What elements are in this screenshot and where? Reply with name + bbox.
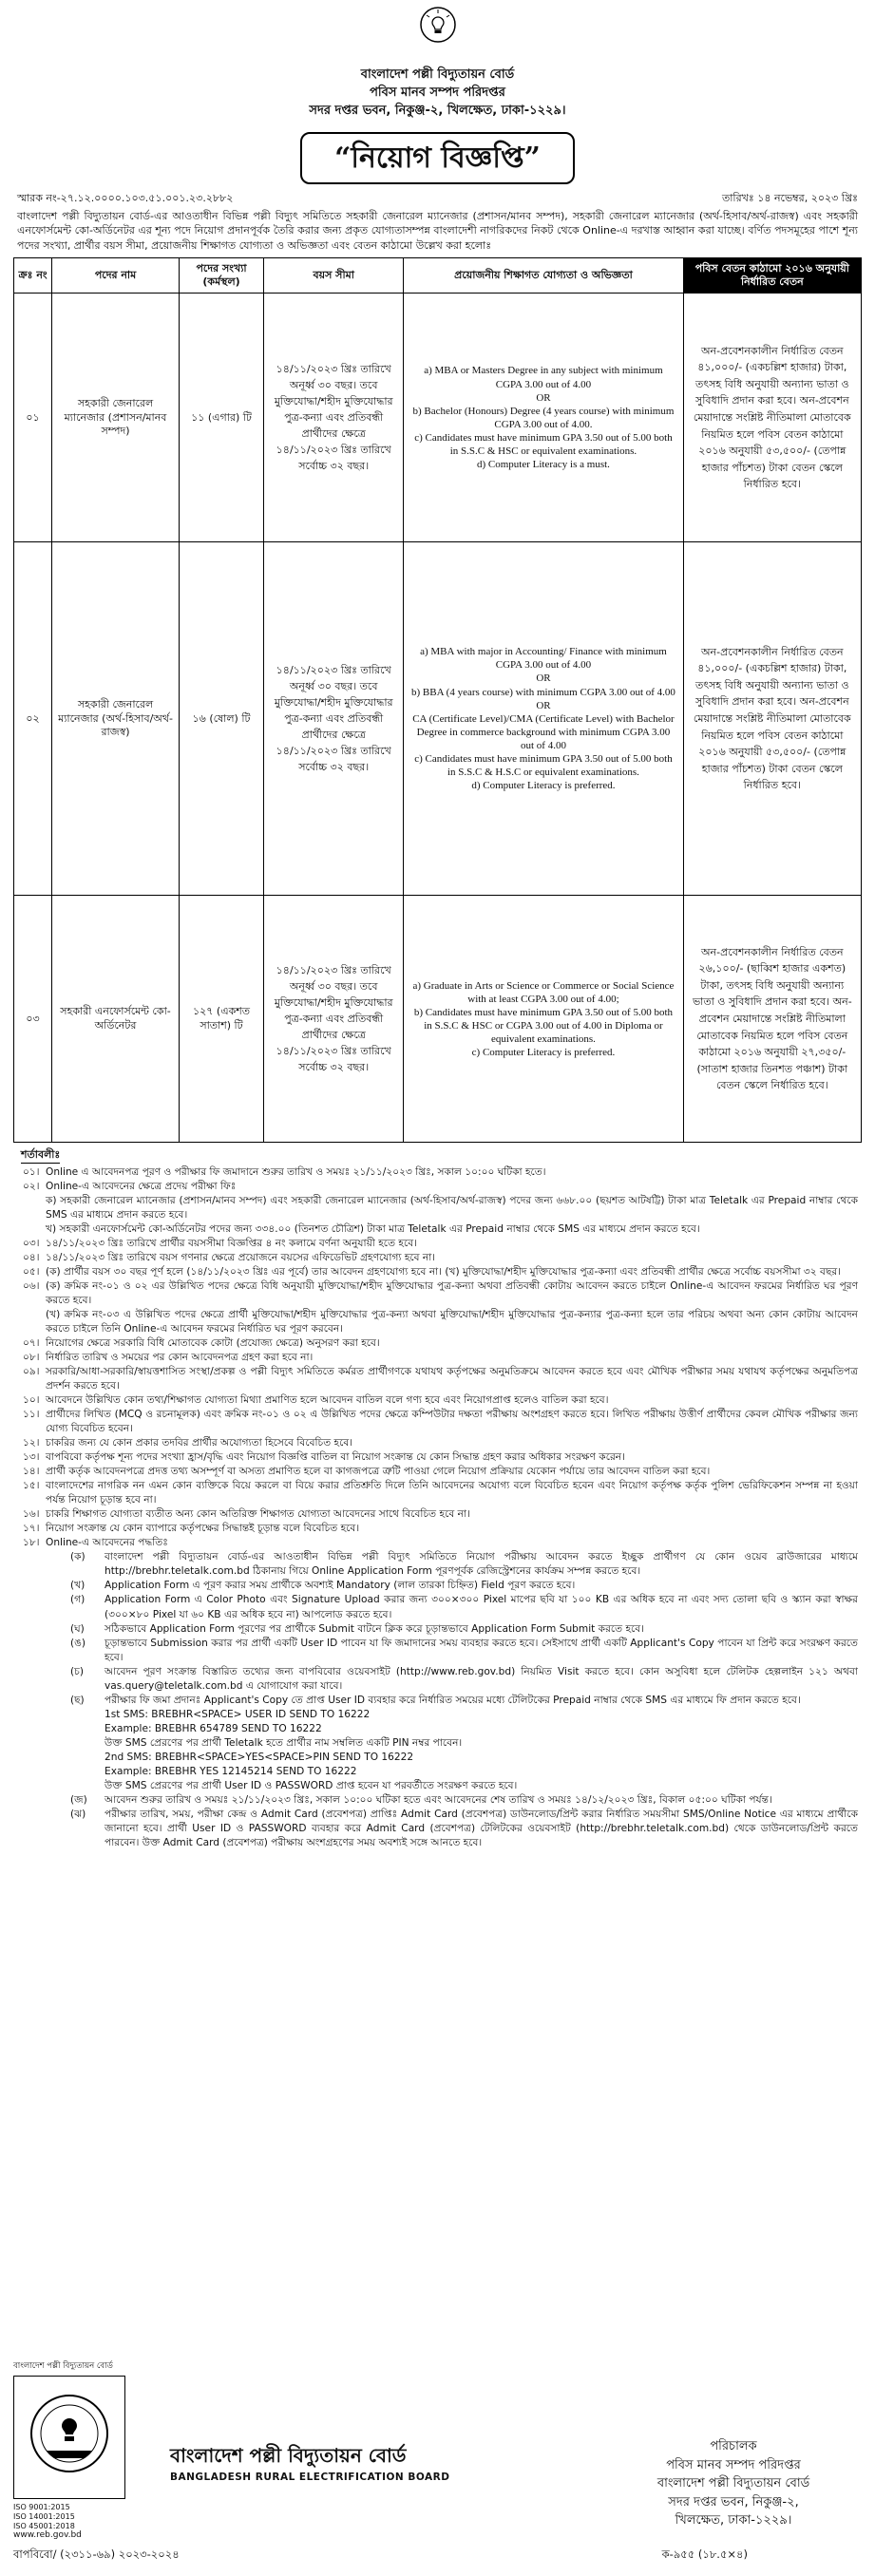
item-number (17, 1194, 46, 1222)
term-item (17, 1165, 858, 1180)
term-item (17, 1194, 858, 1222)
item-number: ১১। (23, 1409, 40, 1421)
ad-size: ক-৯৫৫ (১৮.৫×৪) (661, 2548, 748, 2561)
term-item (17, 1237, 858, 1251)
qual-line: c) Candidates must have minimum GPA 3.50 out of 5.00 both in S.S.C & H.S.C or equivalent examinations. (414, 752, 673, 779)
item-text: চূড়ান্তভাবে Submission করার পর প্রার্থী একটি User ID পাবেন যা ফি জমাদানের সময় ব্যবহার করতে হবে। সেইসাথে প্রার্থী একটি Applicant's Copy পাবেন যা প্রিন্ট করে সংরক্ষণ করতে হবে। (105, 1637, 858, 1663)
item-text: বাপবিবো কর্তৃপক্ষ শূন্য পদের সংখ্যা হ্রাস/বৃদ্ধি এবং নিয়োগ বিজ্ঞপ্তি বাতিল বা নিয়োগ সংক্রান্ত যে কোন সিদ্ধান্ত গ্রহণ করার অধিকার সংরক্ষণ করেন। (46, 1451, 625, 1464)
term-item (17, 1408, 858, 1436)
term-item (17, 1180, 858, 1194)
serial-cell: ০২ (14, 542, 52, 896)
qual-line: c) Candidates must have minimum GPA 3.50 out of 5.00 both in S.S.C & HSC or equivalent examinations. (414, 431, 673, 457)
directorate-name: পবিস মানব সম্পদ পরিদপ্তর (370, 85, 505, 100)
item-number: ০২। (23, 1180, 40, 1192)
item-number: ০৯। (23, 1365, 40, 1377)
emblem-box (13, 2361, 137, 2531)
count-cell: ১৬ (ষোল) টি (179, 542, 263, 896)
age-cell: ১৪/১১/২০২৩ খ্রিঃ তারিখে অনূর্ধ্ব ৩০ বছর। তবে মুক্তিযোদ্ধা/শহীদ মুক্তিযোদ্ধার পুত্র-কন্যা এবং প্রতিবন্ধী প্রার্থীদের ক্ষেত্রে ১৪/১১/২০২৩ খ্রিঃ তারিখে সর্বোচ্চ ৩২ বছর। (264, 542, 404, 896)
apply-step (70, 1550, 858, 1579)
ad-reference-row (13, 2548, 862, 2562)
apply-step (70, 1736, 858, 1751)
iso-line: ISO 9001:2015 (13, 2503, 70, 2512)
item-text: চাকরির জন্য যে কোন প্রকার তদবির প্রার্থীর অযোগ্যতা হিসেবে বিবেচিত হবে। (46, 1437, 353, 1449)
apply-step (70, 1779, 858, 1793)
post-cell: সহকারী জেনারেল ম্যানেজার (প্রশাসন/মানব সম্পদ) (52, 294, 180, 542)
item-text: নির্ধারিত তারিখ ও সময়ের পর কোন আবেদনপত্র গ্রহণ করা হবে না। (46, 1351, 314, 1363)
qual-line: a) MBA with major in Accounting/ Finance with minimum CGPA 3.00 out of 4.00 (420, 646, 667, 672)
apply-step (70, 1751, 858, 1765)
iso-line: ISO 45001:2018 (13, 2522, 75, 2531)
item-text: ক) সহকারী জেনারেল ম্যানেজার (প্রশাসন/মানব সম্পদ) এবং সহকারী জেনারেল ম্যানেজার (অর্থ-হিসাব/অর্থ-রাজস্ব) পদের জন্য ৬৬৮.০০ (ছয়শত আটষট্টি) টাকা মাত্র Teletalk এর Prepaid নাম্বার থেকে SMS এর মাধ্যমে প্রদান করতে হবে। (46, 1194, 858, 1221)
item-number: (জ) (70, 1793, 87, 1806)
brand-block (170, 2443, 455, 2485)
terms-list (13, 1165, 862, 1551)
item-text: ১৪/১১/২০২৩ খ্রিঃ তারিখে প্রার্থীর বয়সসীমা বিজ্ঞপ্তির ৪ নং কলামে বর্ণনা অনুযায়ী হতে হবে। (46, 1237, 417, 1249)
pay-cell: অন-প্রবেশনকালীন নির্ধারিত বেতন ২৬,১০০/- (ছাব্বিশ হাজার একশত) টাকা, তৎসহ বিধি অনুযায়ী অন্যান্য ভাতা ও সুবিধাদি প্রদান করা হবে। অন-প্রবেশন মেয়াদান্তে সংশ্লিষ্ট নীতিমালা মোতাবেক নিয়মিত হলে পবিস বেতন কাঠামো ২০১৬ অনুযায়ী ২৭,৩৫০/- (সাতাশ হাজার তিনশত পঞ্চাশ) টাকা বেতন স্কেলে নির্ধারিত হবে। (683, 896, 861, 1143)
ad-number: বাপবিবো/ (২৩১১-৬৯) ২০২৩-২০২৪ (13, 2548, 180, 2561)
qual-line: a) MBA or Masters Degree in any subject with minimum CGPA 3.00 out of 4.00 (424, 365, 663, 390)
item-text: Online এ আবেদনপত্র পূরণ ও পরীক্ষার ফি জমাদানে শুরুর তারিখ ও সময়ঃ ২১/১১/২০২৩ খ্রিঃ, সকাল ১০:০০ ঘটিকা হতে। (46, 1165, 546, 1178)
header-block (13, 66, 862, 121)
qual-line: CA (Certificate Level)/CMA (Certificate Level) with Bachelor Degree in commerce background with minimum CGPA 3.00 out of 4.00 (412, 712, 675, 751)
signer-line: বাংলাদেশ পল্লী বিদ্যুতায়ন বোর্ড (656, 2476, 810, 2491)
item-text: 1st SMS: BREBHR<SPACE> USER ID SEND TO 16222 (105, 1708, 371, 1720)
item-text: Example: BREBHR YES 12145214 SEND TO 16222 (105, 1765, 357, 1777)
term-item (17, 1222, 858, 1237)
item-number: ১৬। (23, 1508, 40, 1521)
item-number: (ঝ) (70, 1808, 86, 1820)
item-number (70, 1736, 105, 1751)
item-text: 2nd SMS: BREBHR<SPACE>YES<SPACE>PIN SEND TO 16222 (105, 1751, 414, 1763)
memo-date: তারিখঃ ১৪ নভেম্বর, ২০২৩ খ্রিঃ (721, 191, 858, 204)
apply-step (70, 1637, 858, 1665)
item-text: নিয়োগ সংক্রান্ত যে কোন ব্যাপারে কর্তৃপক্ষের সিদ্ধান্তই চূড়ান্ত বলে বিবেচিত হবে। (46, 1523, 360, 1535)
term-item (17, 1336, 858, 1351)
org-address: সদর দপ্তর ভবন, নিকুঞ্জ-২, খিলক্ষেত, ঢাকা-১২২৯। (309, 103, 566, 118)
item-text: আবেদন পূরণ সংক্রান্ত বিস্তারিত তথ্যের জন্য বাপবিবোর ওয়েবসাইট (http://www.reb.gov.bd) নিয়মিত Visit করতে হবে। কোন অসুবিধা হলে টেলিটক হেল্পলাইন ১২১ অথবা vas.query@teletalk.com.bd এ যোগাযোগ করা যাবে। (105, 1665, 858, 1692)
item-text: বাংলাদেশ পল্লী বিদ্যুতায়ন বোর্ড-এর আওতাধীন বিভিন্ন পল্লী বিদ্যুৎ সমিতিতে নিয়োগ পরীক্ষায় আবেদন করতে ইচ্ছুক প্রার্থীগণ যে কোন ওয়েব ব্রাউজারের মাধ্যমে http://brebhr.teletalk.com.bd ঠিকানায় গিয়ে Online Application Form পূরণপূর্বক রেজিস্ট্রেশনের কার্যক্রম সম্পন্ন করতে হবে। (105, 1551, 858, 1578)
page-title: “নিয়োগ বিজ্ঞপ্তি” (300, 132, 575, 184)
col-qualification: প্রয়োজনীয় শিক্ষাগত যোগ্যতা ও অভিজ্ঞতা (404, 257, 683, 294)
apply-step (70, 1765, 858, 1779)
apply-step (70, 1665, 858, 1694)
term-item (17, 1522, 858, 1536)
item-number: ১৮। (23, 1537, 40, 1549)
reb-emblem-icon (24, 2388, 115, 2487)
item-text: আবেদনে উল্লিখিত কোন তথ্য/শিক্ষাগত যোগ্যতা মিথ্যা প্রমাণিত হলে আবেদন বাতিল বলে গণ্য হবে এবং নিয়োগপ্রাপ্ত হলেও বাতিল করা হবে। (46, 1394, 609, 1407)
item-number: ০৬। (23, 1279, 40, 1292)
item-text: Online-এ আবেদনের ক্ষেত্রে প্রদেয় পরীক্ষা ফিঃ (46, 1180, 237, 1192)
serial-cell: ০১ (14, 294, 52, 542)
reb-logo (404, 6, 472, 61)
item-text: (খ) ক্রমিক নং-০৩ এ উল্লিখিত পদের ক্ষেত্রে প্রার্থী মুক্তিযোদ্ধা/শহীদ মুক্তিযোদ্ধার পুত্র-কন্যা অথবা মুক্তিযোদ্ধা/শহীদ মুক্তিযোদ্ধার পুত্র-কন্যার পুত্র-কন্যা হলে তার পরিচয় অথবা অন্য কোন কোটায় আবেদন করতে চাইলে তিনি Online-এ আবেদন ফরমের নির্ধারিত ঘর পূরণ করবেন। (46, 1308, 858, 1335)
term-item (17, 1279, 858, 1308)
reb-emblem (13, 2376, 125, 2499)
qual-line: c) Computer Literacy is preferred. (471, 1046, 616, 1058)
serial-cell: ০৩ (14, 896, 52, 1143)
col-serial: ক্রঃ নং (14, 257, 52, 294)
posts-table (13, 257, 862, 1144)
term-item (17, 1251, 858, 1265)
term-item (17, 1351, 858, 1365)
item-number: (খ) (70, 1580, 86, 1592)
item-number: ১৭। (23, 1523, 40, 1535)
term-item (17, 1365, 858, 1393)
apply-step (70, 1708, 858, 1722)
pay-cell: অন-প্রবেশনকালীন নির্ধারিত বেতন ৪১,০০০/- (একচল্লিশ হাজার) টাকা, তৎসহ বিধি অনুযায়ী অন্যান্য ভাতা ও সুবিধাদি প্রদান করা হবে। অন-প্রবেশন মেয়াদান্তে সংশ্লিষ্ট নীতিমালা মোতাবেক নিয়মিত হলে পবিস বেতন কাঠামো ২০১৬ অনুযায়ী ৫৩,৫০০/- (তেপান্ন হাজার পাঁচশত) টাকা বেতন স্কেলে নির্ধারিত হবে। (683, 542, 861, 896)
term-item (17, 1536, 858, 1550)
signer-line: সদর দপ্তর ভবন, নিকুঞ্জ-২, (668, 2494, 799, 2510)
item-text: উক্ত SMS প্রেরণের পর প্রার্থী User ID ও PASSWORD প্রাপ্ত হবেন যা পরবর্তীতে সংরক্ষণ করতে হবে। (105, 1779, 518, 1791)
col-count: পদের সংখ্যা (কর্মস্থল) (179, 257, 263, 294)
item-text: পরীক্ষার তারিখ, সময়, পরীক্ষা কেন্দ্র ও Admit Card (প্রবেশপত্র) প্রাপ্তিঃ Admit Card (প্রবেশপত্র) ডাউনলোড/প্রিন্ট করার নির্ধারিত সময়সীমা SMS/Online Notice এর মাধ্যমে প্রার্থীকে জানানো হবে। প্রার্থী User ID ও PASSWORD ব্যবহার করে Admit Card (প্রবেশপত্র) টেলিটকের ওয়েবসাইট (http://brebhr.teletalk.com.bd) থেকে ডাউনলোড/প্রিন্ট করতে পারবেন। উক্ত Admit Card (প্রবেশপত্র) পরীক্ষায় অংশগ্রহণের সময় অবশ্যই সঙ্গে আনতে হবে। (105, 1808, 858, 1849)
item-number: (ছ) (70, 1694, 85, 1706)
item-text: বাংলাদেশের নাগরিক নন এমন কোন ব্যক্তিকে বিয়ে করলে বা বিয়ে করার প্রতিশ্রুতি দিলে তিনি আবেদনের অযোগ্য বলে বিবেচিত হবেন এবং নিয়োগ কর্তৃপক্ষ কর্তৃক পুলিশ ভেরিফিকেশন সম্পন্ন না হওয়া পর্যন্ত নিয়োগ চূড়ান্ত হবে না। (46, 1480, 858, 1506)
iso-certifications (13, 2503, 137, 2531)
age-cell: ১৪/১১/২০২৩ খ্রিঃ তারিখে অনূর্ধ্ব ৩০ বছর। তবে মুক্তিযোদ্ধা/শহীদ মুক্তিযোদ্ধার পুত্র-কন্যা এবং প্রতিবন্ধী প্রার্থীদের ক্ষেত্রে ১৪/১১/২০২৩ খ্রিঃ তারিখে সর্বোচ্চ ৩২ বছর। (264, 294, 404, 542)
item-number (70, 1751, 105, 1765)
item-number: ০৪। (23, 1251, 40, 1263)
item-text: চাকরি শিক্ষাগত যোগ্যতা ব্যতীত অন্য কোন অতিরিক্ত শিক্ষাগত যোগ্যতা আবেদনের সাথে বিবেচিত হবে না। (46, 1508, 470, 1521)
item-text: খ) সহকারী এনফোর্সমেন্ট কো-অর্ডিনেটর পদের জন্য ৩৩৪.০০ (তিনশত চৌত্রিশ) টাকা মাত্র Teletalk এর Prepaid নাম্বার থেকে SMS এর মাধ্যমে প্রদান করতে হবে। (46, 1222, 700, 1235)
item-text: Example: BREBHR 654789 SEND TO 16222 (105, 1722, 322, 1734)
item-number: ০৫। (23, 1265, 40, 1278)
qual-line: b) Candidates must have minimum GPA 3.50 out of 5.00 both in S.S.C & HSC or CGPA 3.00 out of 4.00 in Diploma or equivalent examinations. (413, 1006, 674, 1045)
item-number: (ঙ) (70, 1637, 86, 1649)
item-number (70, 1779, 105, 1793)
item-text: Online-এ আবেদনের পদ্ধতিঃ (46, 1537, 168, 1549)
qual-line: b) BBA (4 years course) with minimum CGPA 3.00 out of 4.00 (410, 686, 675, 698)
qualification-cell (404, 896, 683, 1143)
item-text: পরীক্ষার ফি জমা প্রদানঃ Applicant's Copy তে প্রাপ্ত User ID ব্যবহার করে নির্ধারিত সময়ের মধ্যে টেলিটকের Prepaid নাম্বার থেকে SMS এর মাধ্যমে ফি প্রদান করতে হবে। (105, 1694, 801, 1706)
signer-line: পরিচালক (710, 2439, 757, 2453)
item-number: (ঘ) (70, 1622, 85, 1635)
iso-line: ISO 14001:2015 (13, 2512, 75, 2522)
age-cell: ১৪/১১/২০২৩ খ্রিঃ তারিখে অনূর্ধ্ব ৩০ বছর। তবে মুক্তিযোদ্ধা/শহীদ মুক্তিযোদ্ধার পুত্র-কন্যা এবং প্রতিবন্ধী প্রার্থীদের ক্ষেত্রে ১৪/১১/২০২৩ খ্রিঃ তারিখে সর্বোচ্চ ৩২ বছর। (264, 896, 404, 1143)
table-row (14, 542, 862, 896)
item-number (17, 1308, 46, 1336)
item-text: (ক) ক্রমিক নং-০১ ও ০২ এর উল্লিখিত পদের ক্ষেত্রে বিধি অনুযায়ী মুক্তিযোদ্ধা/শহীদ মুক্তিযোদ্ধার পুত্র-কন্যা অথবা প্রতিবন্ধী কোটায় আবেদন করতে চাইলে Online-এ আবেদন ফরমের নির্ধারিত ঘর পূরণ করতে হবে। (46, 1279, 858, 1306)
apply-step (70, 1593, 858, 1621)
col-age: বয়স সীমা (264, 257, 404, 294)
pay-cell: অন-প্রবেশনকালীন নির্ধারিত বেতন ৪১,০০০/- (একচল্লিশ হাজার) টাকা, তৎসহ বিধি অনুযায়ী অন্যান্য ভাতা ও সুবিধাদি প্রদান করা হবে। অন-প্রবেশন মেয়াদান্তে সংশ্লিষ্ট নীতিমালা মোতাবেক নিয়মিত হলে পবিস বেতন কাঠামো ২০১৬ অনুযায়ী ৫৩,৫০০/- (তেপান্ন হাজার পাঁচশত) টাকা বেতন স্কেলে নির্ধারিত হবে। (683, 294, 861, 542)
apply-step (70, 1793, 858, 1808)
signer-line: পবিস মানব সম্পদ পরিদপ্তর (666, 2457, 801, 2472)
term-item (17, 1436, 858, 1450)
table-row (14, 294, 862, 542)
signer-line: খিলক্ষেত, ঢাকা-১২২৯। (675, 2513, 792, 2528)
term-item (17, 1308, 858, 1336)
item-text: আবেদন শুরুর তারিখ ও সময়ঃ ২১/১১/২০২৩ খ্রিঃ, সকাল ১০:০০ ঘটিকা হতে এবং আবেদনের শেষ তারিখ ও সময়ঃ ১৪/১২/২০২৩ খ্রিঃ, বিকাল ০৫:০০ ঘটিকা পর্যন্ত। (105, 1793, 772, 1806)
apply-step (70, 1579, 858, 1593)
website-url: www.reb.gov.bd (13, 2530, 82, 2540)
table-header-row (14, 257, 862, 294)
item-number: ০৮। (23, 1351, 40, 1363)
qual-line: d) Computer Literacy is preferred. (471, 780, 616, 792)
org-name: বাংলাদেশ পল্লী বিদ্যুতায়ন বোর্ড (360, 67, 515, 82)
item-text: প্রার্থী কর্তৃক আবেদনপত্রে প্রদত্ত তথ্য অসম্পূর্ণ বা অসত্য প্রমাণিত হলে বা কাগজপত্রে ত্রুটি পাওয়া গেলে নিয়োগ প্রক্রিয়ার যেকোন পর্যায়ে তার আবেদন বাতিল করা হবে। (46, 1466, 711, 1478)
term-item (17, 1465, 858, 1479)
term-item (17, 1507, 858, 1522)
item-text: প্রার্থীদের লিখিত (MCQ ও রচনামূলক) এবং ক্রমিক নং-০১ ও ০২ এ উল্লিখিত পদের ক্ষেত্রে কম্পিউটার দক্ষতা পরীক্ষায় অংশগ্রহণ করতে হবে। লিখিত পরীক্ষায় উত্তীর্ণ প্রার্থীদের কেবল মৌখিক পরীক্ষার জন্য যোগ্য বিবেচিত হবেন। (46, 1409, 858, 1435)
item-number: (গ) (70, 1594, 86, 1606)
col-pay: পবিস বেতন কাঠামো ২০১৬ অনুযায়ী নির্ধারিত বেতন (683, 257, 861, 294)
emblem-caption: বাংলাদেশ পল্লী বিদ্যুতায়ন বোর্ড (13, 2361, 113, 2371)
item-text: Application Form এ পূরণ করার সময় প্রার্থীকে অবশ্যই Mandatory (লাল তারকা চিহ্নিত) Field পূরণ করতে হবে। (105, 1580, 576, 1592)
qual-line: a) Graduate in Arts or Science or Commerce or Social Science with at least CGPA 3.00 out of 4.00; (412, 979, 675, 1005)
item-number (17, 1222, 46, 1237)
item-number: ০৭। (23, 1336, 40, 1349)
item-text: (ক) প্রার্থীর বয়স ৩০ বছর পূর্ণ হলে (১৪/১১/২০২৩ খ্রিঃ এর পূর্বে) তার আবেদন গ্রহণযোগ্য হবে না। (খ) মুক্তিযোদ্ধা/শহীদ মুক্তিযোদ্ধার পুত্র-কন্যা এবং প্রতিবন্ধী প্রার্থীর ক্ষেত্রে সর্বোচ্চ বয়সসীমা ৩২ বছর। (46, 1265, 841, 1278)
brand-name-en: BANGLADESH RURAL ELECTRIFICATION BOARD (170, 2472, 450, 2483)
count-cell: ১১ (এগার) টি (179, 294, 263, 542)
apply-step (70, 1694, 858, 1708)
item-number: ০১। (23, 1165, 40, 1178)
footer (13, 2361, 862, 2561)
qual-line: b) Bachelor (Honours) Degree (4 years course) with minimum CGPA 3.00 out of 4.00. (412, 405, 675, 430)
qual-line: OR (536, 391, 551, 404)
item-text: সঠিকভাবে Application Form পূরণের পর প্রার্থীকে Submit বাটনে ক্লিক করে চূড়ান্তভাবে Application Form Submit করতে হবে। (105, 1622, 644, 1635)
table-row (14, 896, 862, 1143)
post-cell: সহকারী এনফোর্সমেন্ট কো-অর্ডিনেটর (52, 896, 180, 1143)
reference-row (17, 192, 858, 205)
qualification-cell (404, 542, 683, 896)
item-number (70, 1765, 105, 1779)
count-cell: ১২৭ (একশত সাতাশ) টি (179, 896, 263, 1143)
qual-line: d) Computer Literacy is a must. (477, 458, 610, 470)
qualification-cell (404, 294, 683, 542)
qual-line: OR (536, 699, 551, 711)
memo-number: স্মারক নং-২৭.১২.০০০০.১০৩.৫১.০০১.২৩.২৮৮২ (17, 191, 234, 204)
term-item (17, 1450, 858, 1465)
qual-line: OR (536, 672, 551, 685)
item-number: (ক) (70, 1551, 86, 1563)
item-number: ০৩। (23, 1237, 40, 1249)
apply-steps (13, 1550, 862, 1850)
item-number: ১৫। (23, 1480, 40, 1492)
terms-heading: শর্তাবলীঃ (21, 1148, 60, 1163)
col-post: পদের নাম (52, 257, 180, 294)
term-item (17, 1393, 858, 1408)
apply-step (70, 1722, 858, 1736)
item-number: (চ) (70, 1665, 84, 1677)
item-text: Application Form এ Color Photo এবং Signature Upload করার জন্য ৩০০×৩০০ Pixel মাপের ছবি যা ১০০ KB এর অধিক হবে না এবং সদ্য তোলা ছবি ও স্ক্যান করা স্বাক্ষর (৩০০×৮০ Pixel যা ৬০ KB এর অধিক হবে না) আপলোড করতে হবে। (105, 1594, 858, 1620)
term-item (17, 1479, 858, 1507)
item-number: ১২। (23, 1437, 40, 1449)
item-number: ১৩। (23, 1451, 40, 1464)
signatory-block (615, 2437, 852, 2530)
apply-step (70, 1622, 858, 1637)
intro-paragraph: বাংলাদেশ পল্লী বিদ্যুতায়ন বোর্ড-এর আওতাধীন বিভিন্ন পল্লী বিদ্যুৎ সমিতিতে সহকারী জেনারেল ম্যানেজার (প্রশাসন/মানব সম্পদ), সহকারী জেনারেল ম্যানেজার (অর্থ-হিসাব/অর্থ-রাজস্ব) এবং সহকারী এনফোর্সমেন্ট কো-অর্ডিনেটর এর শূন্য পদে নিয়োগ প্রদানপূর্বক তৈরি করার জন্য প্রকৃত যোগ্যতাসম্পন্ন বাংলাদেশী নাগরিকদের নিকট থেকে Online-এ দরখাস্ত আহ্বান করা যাচ্ছে। বর্ণিত পদসমূহের পাশে শূন্য পদের সংখ্যা, প্রার্থীর বয়স সীমা, প্রয়োজনীয় শিক্ষাগত যোগ্যতা ও অভিজ্ঞতা এবং বেতন কাঠামো উল্লেখ করা হলোঃ (17, 209, 858, 253)
item-number (70, 1722, 105, 1736)
item-text: নিয়োগের ক্ষেত্রে সরকারি বিধি মোতাবেক কোটা (প্রযোজ্য ক্ষেত্রে) অনুসরণ করা হবে। (46, 1336, 380, 1349)
term-item (17, 1265, 858, 1279)
item-text: ১৪/১১/২০২৩ খ্রিঃ তারিখে বয়স গণনার ক্ষেত্রে প্রয়োজনে বয়সের এফিডেভিট গ্রহণযোগ্য হবে না। (46, 1251, 436, 1263)
item-number (70, 1708, 105, 1722)
item-text: উক্ত SMS প্রেরণের পর প্রার্থী Teletalk হতে প্রার্থীর নাম সম্বলিত একটি PIN নম্বর পাবেন। (105, 1736, 463, 1749)
brand-name-bn: বাংলাদেশ পল্লী বিদ্যুতায়ন বোর্ড (170, 2444, 407, 2467)
item-number: ১০। (23, 1394, 40, 1407)
post-cell: সহকারী জেনারেল ম্যানেজার (অর্থ-হিসাব/অর্থ-রাজস্ব) (52, 542, 180, 896)
apply-step (70, 1808, 858, 1850)
item-number: ১৪। (23, 1466, 40, 1478)
item-text: সরকারি/আধা-সরকারি/স্বায়ত্তশাসিত সংস্থা/প্রকল্প ও পল্লী বিদ্যুৎ সমিতিতে কর্মরত প্রার্থীগণকে যথাযথ কর্তৃপক্ষের অনুমতিক্রমে আবেদন করতে হবে এবং মৌখিক পরীক্ষার সময় যথাযথ কর্তৃপক্ষের অনুমতিপত্র প্রদর্শন করতে হবে। (46, 1365, 858, 1392)
bulb-logo-icon (419, 6, 457, 44)
